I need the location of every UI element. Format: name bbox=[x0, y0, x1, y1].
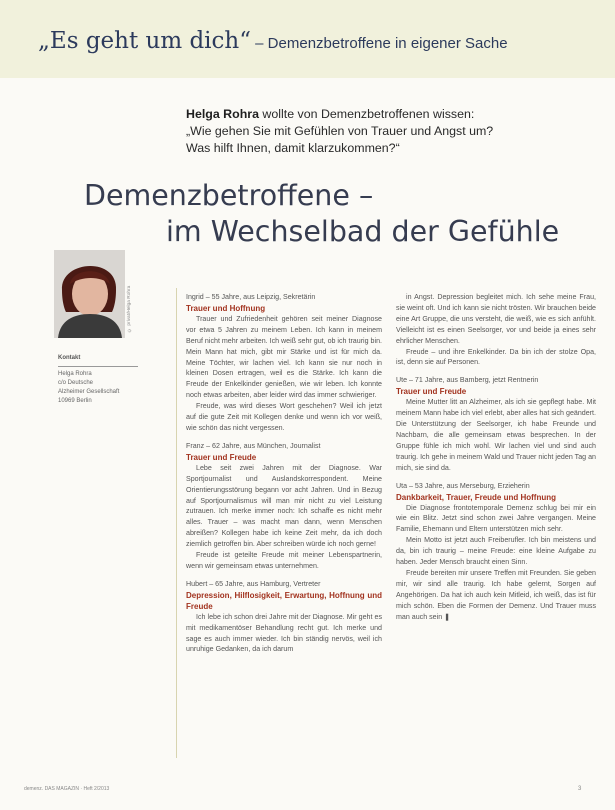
title-banner bbox=[0, 0, 615, 78]
interviewee-byline: Uta – 53 Jahre, aus Merseburg, Erzieherin bbox=[396, 481, 530, 490]
page-number: 3 bbox=[578, 786, 582, 792]
body-paragraph: Freude bereiten mir unsere Treffen mit Freunden. Sie geben mir, wir sind alle traurig. Ich habe gelernt, Sorgen auf Angehörigen. Da hat ich auch kein Mitleid, ich weiß, das ist für mich schön. Eben die Formen der Demenz. Und Trauer muss man auch sein ❚ bbox=[396, 568, 596, 621]
body-paragraph: in Angst. Depression begleitet mich. Ich sehe meine Frau, sie weint oft. Und ich kann sie nicht trösten. Wir brauchen beide eine Art Gruppe, die uns versteht, die weiß, wie es sich anfühlt. Vielleicht ist es einen Seelsorger, vor und beide ja eines sehr ehrlicher Menschen. bbox=[396, 293, 596, 345]
section-heading: Trauer und Freude bbox=[186, 452, 257, 462]
footer-publication: demenz. DAS MAGAZIN · Heft 2/2013 bbox=[24, 786, 110, 792]
headline-line2: im Wechselbad der Gefühle bbox=[166, 215, 560, 248]
contact-heading: Kontakt bbox=[58, 355, 81, 361]
body-paragraph: Meine Mutter litt an Alzheimer, als ich sie gepflegt habe. Mit meinem Mann habe ich viel erlebt, aber alles hat sich geändert. Die Unterstützung der Seelsorger, ich habe Freunde und Nachbarn, die alle gemeinsam etwas besprechen. In der Gruppe fühle ich mich wohl. Wir lachen viel und sind auch traurig. Ich gehe in meinem Wald und Trauer nicht jeden Tag an mich, sie sind da. bbox=[396, 398, 596, 472]
contact-line: 10969 Berlin bbox=[58, 398, 92, 404]
banner-quote: „Es geht um dich“ bbox=[38, 28, 251, 54]
column-divider bbox=[176, 288, 177, 758]
interviewee-byline: Ute – 71 Jahre, aus Bamberg, jetzt Rentnerin bbox=[396, 376, 539, 385]
body-paragraph: Freude – und ihre Enkelkinder. Da bin ich der stolze Opa, ist, denn sie auf Personen. bbox=[396, 347, 596, 367]
headline bbox=[84, 178, 604, 250]
contact-line: Alzheimer Gesellschaft bbox=[58, 389, 120, 395]
intro-line1: wollte von Demenzbetroffenen wissen: bbox=[258, 107, 475, 121]
intro-line3: Was hilft Ihnen, damit klarzukommen?“ bbox=[186, 141, 400, 155]
banner-title bbox=[38, 28, 508, 54]
body-paragraph: Die Diagnose frontotemporale Demenz schlug bei mir ein wie ein Blitz. Jetzt sind schon zwei Jahre vergangen. Meine Familie, Ehemann und Eltern unterstützen mich sehr. bbox=[396, 503, 596, 534]
body-paragraph: Trauer und Zufriedenheit gehören seit meiner Diagnose vor etwa 5 Jahren zu meinem Leben. Ich kann in meinem Beruf nicht mehr arbeiten. Ich weiß sehr gut, ob ich traurig bin. Mein Mann hat mich, gibt mir Stärke und ist für mich da. Meine Töchter, wir lachen viel. Ich kann sie nur noch in kleinen Dosen ertragen, weil es die Stärke. Ich kann die Freude der Enkelkinder genießen, wie wir leben. Ich konnte noch etwas arbeiten, aber leider wird das immer schwieriger. bbox=[186, 314, 382, 400]
body-paragraph: Freude ist geteilte Freude mit meiner Lebenspartnerin, wenn wir gemeinsam etwas unternehmen. bbox=[186, 551, 382, 570]
interviewee-byline: Franz – 62 Jahre, aus München, Journalist bbox=[186, 441, 321, 450]
interviewee-byline: Hubert – 65 Jahre, aus Hamburg, Vertreter bbox=[186, 579, 321, 588]
intro-line2: „Wie gehen Sie mit Gefühlen von Trauer und Angst um? bbox=[186, 124, 494, 138]
article-column-2 bbox=[396, 292, 596, 622]
body-paragraph: Mein Motto ist jetzt auch Freiberufler. Ich bin meistens und da, bin ich traurig – meine Freude: eine kleine Aufgabe zu haben. Jeder Mensch braucht einen Sinn. bbox=[396, 536, 596, 567]
contact-line: c/o Deutsche bbox=[58, 380, 94, 386]
section-heading: Dankbarkeit, Trauer, Freude und Hoffnung bbox=[396, 492, 557, 502]
article-column-1 bbox=[186, 292, 382, 655]
contact-line: Helga Rohra bbox=[58, 371, 92, 377]
banner-subtitle: – Demenzbetroffene in eigener Sache bbox=[251, 35, 508, 52]
body-paragraph: Freude, was wird dieses Wort geschehen? Weil ich jetzt auf die gute Zeit mit Kollegen denke und wenn ich vor weiß, wie schön das nicht vergessen. bbox=[186, 402, 382, 432]
portrait-image bbox=[54, 250, 125, 338]
body-paragraph: Lebe seit zwei Jahren mit der Diagnose. War Sportjournalist und Auslandskorrespondent. Meine Orientierungsstörung begann vor acht Jahren. Und in Bezug auf Sportjournalismus will man mir nicht zu viel Leistung zutrauen. Ich merke immer noch: Ich schaffe es nicht mehr alles. Trauer – was macht man dann, wenn Menschen abreißen? Kollegen habe ich keine Zeit mehr, da ich doch ziemlich getroffen bin. Aber schreiben würde ich noch gerne! bbox=[186, 463, 382, 549]
interviewee-byline: Ingrid – 55 Jahre, aus Leipzig, Sekretärin bbox=[186, 293, 316, 301]
intro-paragraph bbox=[186, 106, 606, 157]
section-heading: Trauer und Freude bbox=[396, 387, 467, 397]
author-photo bbox=[54, 250, 125, 338]
section-heading: Trauer und Hoffnung bbox=[186, 303, 266, 313]
body-paragraph: Ich lebe ich schon drei Jahre mit der Diagnose. Mir geht es mit medikamentöser Behandlung recht gut. Ich merke und sage es auch immer wieder. Ich bin ständig nervös, weil ich unruhige Gedanken, da ich darum bbox=[186, 612, 382, 654]
contact-divider bbox=[58, 366, 138, 367]
headline-line1: Demenzbetroffene – bbox=[84, 179, 374, 212]
section-heading: Depression, Hilflosigkeit, Erwartung, Hoffnung und Freude bbox=[186, 590, 382, 611]
photo-credit: © privat/Helga Rohra bbox=[127, 285, 132, 332]
intro-author: Helga Rohra bbox=[186, 107, 259, 121]
contact-box bbox=[58, 354, 138, 406]
